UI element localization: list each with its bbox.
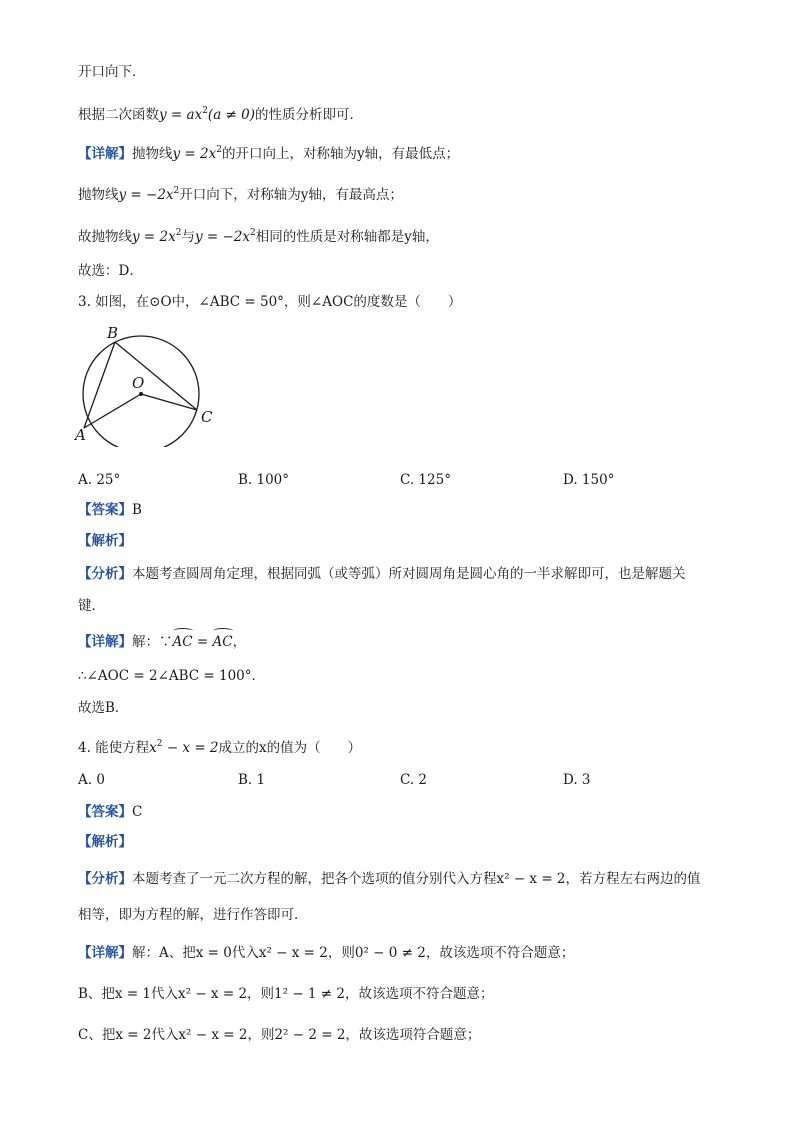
text: 本题考查圆周角定理，根据同弧（或等弧）所对圆周角是圆心角的一半求解即可，也是解题关	[132, 566, 686, 582]
formula: y = −2x	[194, 229, 251, 245]
option-d: D. 3	[563, 772, 591, 788]
text-line	[78, 140, 754, 164]
text: 抛物线	[78, 187, 119, 203]
text: 故选B．	[78, 700, 129, 716]
question-4	[78, 734, 754, 758]
segment-bc	[115, 342, 197, 410]
text: ，	[232, 634, 247, 650]
text-line	[78, 943, 754, 963]
formula: y = 2x	[132, 229, 176, 245]
superscript: 2	[216, 145, 222, 155]
answer-line	[78, 500, 754, 520]
text-line	[78, 62, 754, 82]
text-line	[78, 698, 754, 718]
label-b: B	[107, 324, 119, 342]
analysis-sub-tag: 【分析】	[78, 566, 132, 582]
text-line	[78, 181, 754, 205]
option-b: B. 100°	[238, 472, 290, 488]
label-o: O	[132, 374, 145, 392]
analysis-line	[78, 832, 754, 852]
formula: y = 2x	[172, 146, 217, 162]
text: 的性质分析即可．	[255, 107, 363, 123]
formula: x	[149, 740, 157, 756]
formula: y = −2x	[118, 187, 174, 203]
text-line	[78, 666, 754, 686]
formula: (a ≠ 0)	[207, 107, 255, 123]
arc-label: AC	[212, 634, 233, 650]
text-line	[78, 101, 754, 125]
answer-value: C	[132, 804, 143, 820]
superscript: 2	[250, 228, 256, 238]
text: 与	[181, 229, 195, 245]
detail-tag: 【详解】	[78, 634, 132, 650]
text: 解：∵	[132, 634, 173, 650]
option-c: C. 125°	[400, 472, 451, 488]
answer-tag: 【答案】	[78, 804, 132, 820]
option-c: C. 2	[400, 772, 428, 788]
option-a: A. 25°	[78, 472, 121, 488]
text: =	[192, 634, 213, 650]
text-line	[78, 261, 754, 281]
text-line	[78, 564, 754, 584]
answer-tag: 【答案】	[78, 502, 132, 518]
formula: − x = 2	[162, 740, 219, 756]
analysis-sub-tag: 【分析】	[78, 871, 132, 887]
text-line	[78, 984, 754, 1004]
center-point	[139, 392, 143, 396]
text-line	[78, 632, 754, 652]
text: 故抛物线	[78, 229, 132, 245]
text: 相等，即为方程的解，进行作答即可．	[78, 907, 308, 923]
answer-value: B	[132, 502, 142, 518]
analysis-tag: 【解析】	[78, 533, 132, 549]
text: 开口向下，对称轴为y轴，有最高点；	[179, 187, 403, 203]
superscript: 2	[156, 739, 163, 749]
text: 解：A、把x = 0代入x² − x = 2，则0² − 0 ≠ 2，故该选项不符合题意；	[132, 945, 575, 961]
text: 成立的x的值为（ ）	[218, 740, 362, 756]
text: 抛物线	[132, 146, 173, 162]
text: 开口向下．	[78, 64, 146, 80]
text: 根据二次函数	[78, 107, 159, 123]
segment-ao	[84, 394, 141, 428]
answer-line	[78, 802, 754, 822]
superscript: 2	[175, 228, 182, 238]
detail-tag: 【详解】	[78, 146, 132, 162]
text: B、把x = 1代入x² − x = 2，则1² − 1 ≠ 2，故该选项不符合题意；	[78, 986, 494, 1002]
text: 键．	[78, 598, 105, 614]
text: 的开口向上，对称轴为y轴，有最低点；	[221, 146, 460, 162]
question-text: 3. 如图，在⊙O中，∠ABC = 50°，则∠AOC的度数是（ ）	[78, 294, 462, 310]
option-a: A. 0	[78, 772, 105, 788]
detail-tag: 【详解】	[78, 945, 132, 961]
arc-label: AC	[172, 634, 193, 650]
text: ∴∠AOC = 2∠ABC = 100°．	[78, 668, 266, 684]
text: C、把x = 2代入x² − x = 2，则2² − 2 = 2，故该选项符合题意；	[78, 1027, 481, 1043]
formula: y = ax	[159, 107, 203, 123]
text: 故选：D．	[78, 263, 143, 279]
text-line	[78, 223, 754, 247]
text-line	[78, 905, 754, 925]
analysis-tag: 【解析】	[78, 834, 132, 850]
text: 本题考查了一元二次方程的解，把各个选项的值分别代入方程x² − x = 2，若方程左右两边的值	[132, 871, 701, 887]
option-d: D. 150°	[563, 472, 615, 488]
label-a: A	[75, 426, 86, 444]
superscript: 2	[202, 106, 208, 116]
label-c: C	[201, 408, 213, 426]
superscript: 2	[173, 186, 180, 196]
text: 4. 能使方程	[78, 740, 150, 756]
text-line	[78, 596, 754, 616]
circle-diagram	[74, 322, 224, 447]
text: 相同的性质是对称轴都是y轴，	[255, 229, 439, 245]
option-b: B. 1	[238, 772, 266, 788]
analysis-line	[78, 531, 754, 551]
segment-oc	[141, 394, 197, 410]
text-line	[78, 1025, 754, 1045]
segment-ab	[84, 342, 115, 428]
text-line	[78, 869, 754, 889]
question-3	[78, 292, 754, 312]
